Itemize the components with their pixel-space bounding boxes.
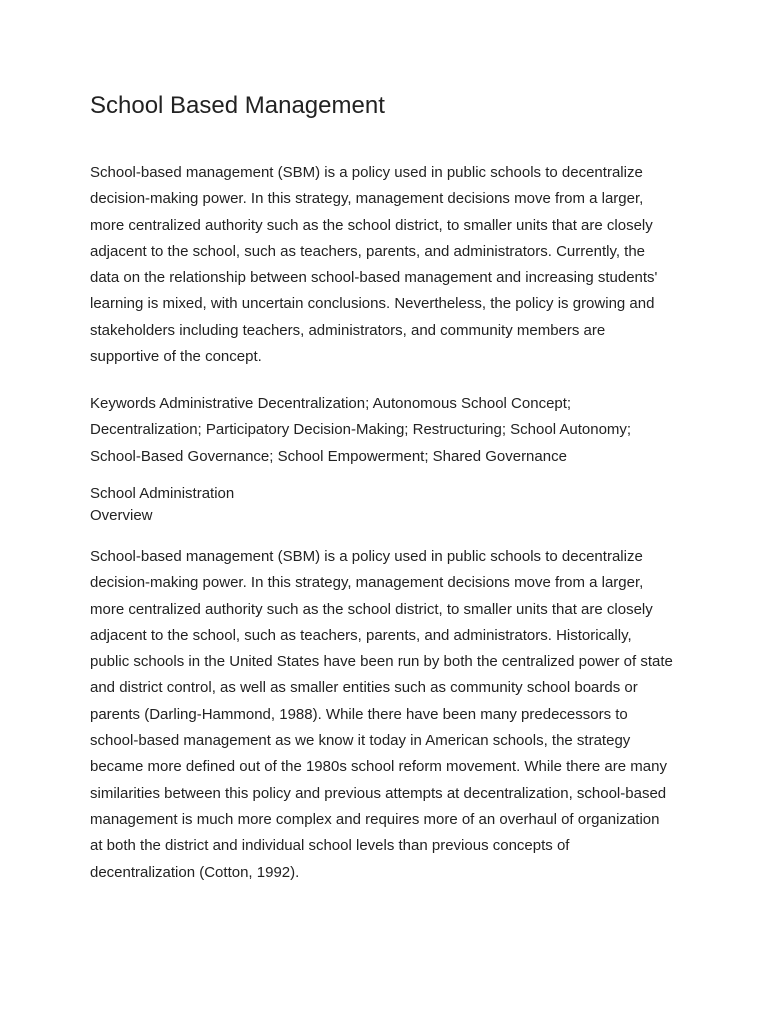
paragraph-line: more centralized authority such as the school district, to smaller units that are closely: [90, 216, 653, 234]
section-heading: Overview: [90, 506, 153, 524]
paragraph-line: similarities between this policy and previous attempts at decentralization, school-based: [90, 784, 667, 802]
paragraph-line: data on the relationship between school-based management and increasing students': [90, 269, 658, 287]
paragraph-line: at both the district and individual school levels than previous concepts of: [90, 837, 570, 855]
paragraph-line: and district control, as well as smaller entities such as community school boards or: [90, 679, 638, 697]
paragraph-line: adjacent to the school, such as teachers, parents, and administrators. Historically,: [90, 626, 632, 644]
keywords-paragraph: [90, 391, 690, 470]
paragraph-line: school-based management as we know it today in American schools, the strategy: [90, 732, 631, 750]
paragraph-line: decision-making power. In this strategy, management decisions move from a larger,: [90, 190, 644, 208]
paragraph-line: decision-making power. In this strategy, management decisions move from a larger,: [90, 574, 644, 592]
paragraph-line: parents (Darling-Hammond, 1988). While there have been many predecessors to: [90, 705, 628, 723]
paragraph-line: learning is mixed, with uncertain conclusions. Nevertheless, the policy is growing and: [90, 295, 655, 313]
paragraph-line: more centralized authority such as the school district, to smaller units that are closely: [90, 600, 653, 618]
page-title: School Based Management: [90, 92, 385, 119]
paragraph-line: School-based management (SBM) is a policy used in public schools to decentralize: [90, 164, 643, 181]
paragraph-line: decentralization (Cotton, 1992).: [90, 863, 300, 881]
section-header: [90, 483, 234, 526]
paragraph-line: stakeholders including teachers, administrators, and community members are: [90, 321, 606, 339]
paragraph-line: adjacent to the school, such as teachers, parents, and administrators. Currently, the: [90, 242, 646, 260]
keywords-line: Keywords Administrative Decentralization; Autonomous School Concept;: [90, 395, 572, 412]
section-label: School Administration: [90, 485, 235, 502]
paragraph-line: public schools in the United States have been run by both the centralized power of state: [90, 653, 673, 671]
paragraph-line: became more defined out of the 1980s school reform movement. While there are many: [90, 758, 667, 776]
paragraph-line: supportive of the concept.: [90, 348, 262, 366]
intro-paragraph: [90, 160, 690, 370]
paragraph-line: School-based management (SBM) is a policy used in public schools to decentralize: [90, 548, 643, 565]
paragraph-line: management is much more complex and requires more of an overhaul of organization: [90, 810, 660, 828]
keywords-line: School-Based Governance; School Empowerment; Shared Governance: [90, 447, 567, 465]
keywords-line: Decentralization; Participatory Decision-Making; Restructuring; School Autonomy;: [90, 421, 632, 439]
overview-paragraph: [90, 544, 690, 886]
